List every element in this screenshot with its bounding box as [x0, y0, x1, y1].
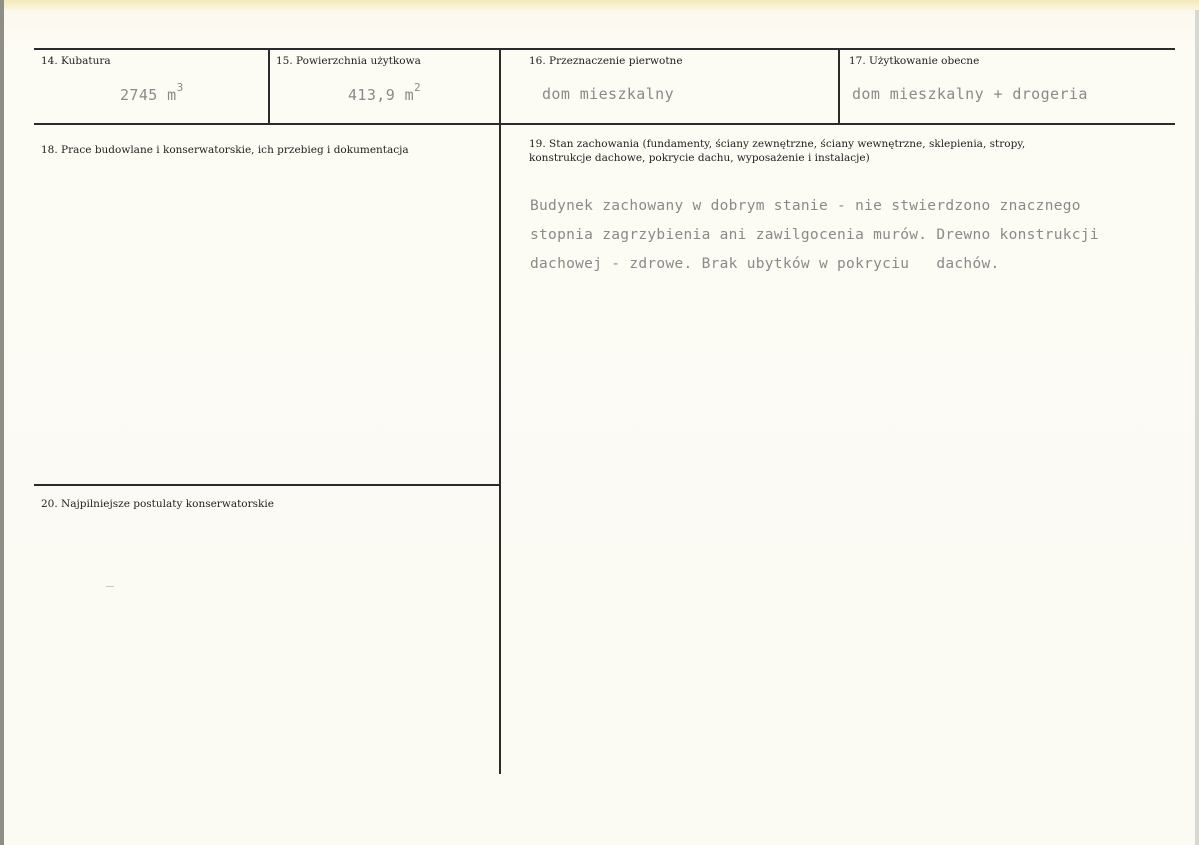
- col-divider-2: [499, 48, 501, 774]
- przeznaczenie-value: dom mieszkalny: [542, 85, 675, 103]
- col-divider-1: [268, 48, 270, 124]
- kubatura-value: 2745 $m^3$: [120, 81, 184, 104]
- stan-text-line: dachowej - zdrowe. Brak ubytków w pokryciu dachów.: [530, 256, 1000, 272]
- powierzchnia-value: 413,9 $m^2$: [348, 81, 422, 104]
- stan-text-line: stopnia zagrzybienia ani zawilgocenia murów. Drewno konstrukcji: [530, 227, 1099, 243]
- stan-text: [530, 192, 1180, 279]
- stray-mark: [106, 586, 114, 587]
- przeznaczenie-label: 16. Przeznaczenie pierwotne: [529, 55, 683, 67]
- postulaty-label: 20. Najpilniejsze postulaty konserwatorskie: [41, 498, 274, 510]
- stan-text-line: Budynek zachowany w dobrym stanie - nie stwierdzono znacznego: [530, 198, 1081, 214]
- card-top-edge: [4, 0, 1199, 10]
- left-section-divider: [34, 484, 500, 486]
- powierzchnia-label: 15. Powierzchnia użytkowa: [276, 55, 421, 67]
- stan-label-line1: 19. Stan zachowania (fundamenty, ściany zewnętrzne, ściany wewnętrzne, sklepienia, stropy,: [529, 138, 1026, 150]
- stan-label-line2: konstrukcje dachowe, pokrycie dachu, wyposażenie i instalacje): [529, 152, 870, 164]
- kubatura-label: 14. Kubatura: [41, 55, 111, 67]
- col-divider-3: [838, 48, 840, 124]
- uzytkowanie-value: dom mieszkalny + drogeria: [852, 85, 1088, 103]
- row-divider: [34, 123, 1175, 125]
- uzytkowanie-label: 17. Użytkowanie obecne: [849, 55, 980, 67]
- top-rule: [34, 48, 1175, 50]
- prace-label: 18. Prace budowlane i konserwatorskie, ich przebieg i dokumentacja: [41, 144, 409, 156]
